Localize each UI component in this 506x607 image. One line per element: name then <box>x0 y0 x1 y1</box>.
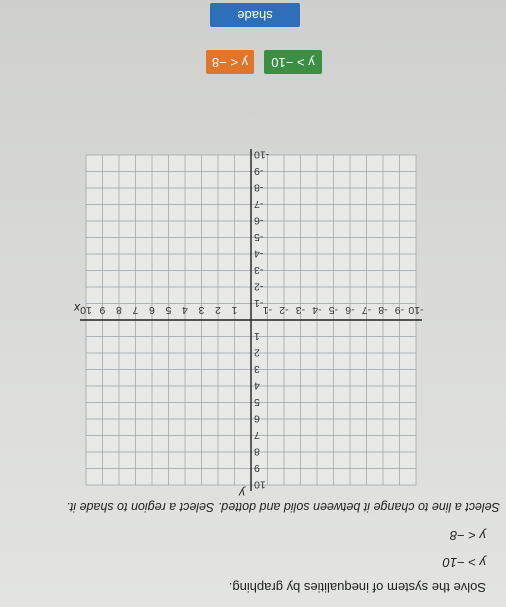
x-tick-label: -6 <box>345 304 355 316</box>
y-tick-label: 8 <box>254 445 260 458</box>
x-tick-label: -1 <box>262 304 273 316</box>
y-tick-label: -5 <box>254 231 264 243</box>
y-tick-label: -8 <box>254 181 264 194</box>
x-tick-label: -7 <box>361 304 372 316</box>
y-tick-label: 10 <box>254 478 266 491</box>
y-tick-label: 1 <box>254 330 260 342</box>
x-tick-label: 2 <box>215 304 221 316</box>
line-y-less-neg8-button[interactable]: y < −8 <box>206 50 254 74</box>
y-tick-label: 7 <box>254 429 260 441</box>
inequality-1: y > −10 <box>442 555 486 570</box>
y-tick-label: -10 <box>254 148 270 161</box>
line-y-greater-neg10-button[interactable]: y > −10 <box>264 50 322 74</box>
x-tick-label: 9 <box>99 304 106 316</box>
y-tick-label: 3 <box>254 363 260 375</box>
y-tick-label: 2 <box>254 346 260 359</box>
y-tick-label: -3 <box>254 264 264 276</box>
shade-button[interactable]: shade <box>210 3 300 27</box>
x-tick-label: 1 <box>231 304 238 316</box>
x-axis-label: x <box>74 301 80 315</box>
x-tick-label: 5 <box>165 304 172 316</box>
x-tick-label: 7 <box>132 304 139 316</box>
inequality-2: y < −8 <box>449 528 486 543</box>
x-tick-label: 3 <box>198 304 205 316</box>
y-tick-label: 5 <box>254 396 260 408</box>
x-tick-label: -3 <box>295 304 306 316</box>
x-tick-label: -8 <box>378 304 388 316</box>
y-tick-label: -7 <box>254 198 264 210</box>
x-tick-label: 10 <box>80 304 92 316</box>
x-tick-label: -9 <box>394 304 405 316</box>
x-tick-label: -4 <box>312 304 322 316</box>
x-tick-label: 4 <box>182 304 188 316</box>
y-tick-label: 9 <box>254 462 260 474</box>
y-axis-label: y <box>239 486 245 500</box>
y-tick-label: -9 <box>254 165 264 177</box>
x-tick-label: 8 <box>116 304 122 316</box>
y-tick-label: -1 <box>254 297 264 309</box>
x-tick-label: -10 <box>408 304 424 316</box>
y-tick-label: -6 <box>254 214 264 227</box>
y-tick-label: -2 <box>254 280 264 293</box>
x-tick-label: -5 <box>328 304 339 316</box>
y-tick-label: -4 <box>254 247 264 260</box>
y-tick-label: 4 <box>254 379 260 392</box>
x-tick-label: 6 <box>149 304 155 316</box>
instruction-text: Select a line to change it between solid and dotted. Select a region to shade it. <box>66 500 500 514</box>
y-tick-label: 6 <box>254 412 260 425</box>
problem-prompt: Solve the system of inequalities by graphing. <box>228 580 486 595</box>
x-tick-label: -2 <box>279 304 289 316</box>
